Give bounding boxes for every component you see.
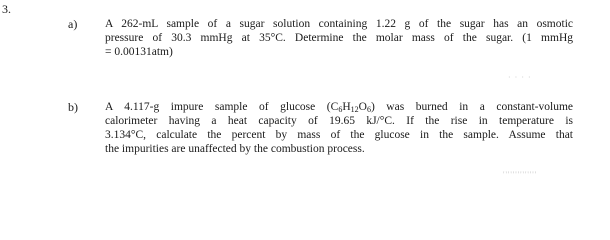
faint-mark-b: '''''''''''''' [503, 170, 538, 179]
part-b-line-3: 3.134°C, calculate the percent by mass of the glucose in the sample. Assume that [105, 129, 573, 141]
part-a-text [105, 17, 573, 59]
part-a-line-1: A 262-mL sample of a sugar solution containing 1.22 g of the sugar has an osmotic [105, 18, 573, 30]
part-b-line-2: calorimeter having a heat capacity of 19.65 kJ/°C. If the rise in temperature is [105, 115, 573, 127]
formula-element-h: H [342, 101, 351, 113]
formula-subscript-c: 6 [338, 105, 343, 114]
formula-element-o: O [358, 101, 367, 113]
part-a-line-2: pressure of 30.3 mmHg at 35°C. Determine the molar mass of the sugar. (1 mmHg [105, 32, 573, 44]
part-a-line-3: = 0.00131atm) [105, 46, 173, 58]
part-b-line-1 [105, 100, 573, 114]
part-b-line-4: the impurities are unaffected by the combustion process. [105, 143, 365, 155]
part-b-label: b) [68, 100, 78, 114]
part-a-label: a) [68, 17, 78, 31]
formula-subscript-h: 12 [350, 105, 359, 114]
faint-mark-a: · · · · [508, 73, 532, 82]
formula-subscript-o: 6 [366, 105, 371, 114]
part-b-line-1-prefix: A 4.117-g impure sample of glucose (C [105, 101, 339, 113]
question-number: 3. [2, 2, 11, 16]
part-b-text [105, 100, 573, 156]
part-b-line-1-suffix: ) was burned in a constant-volume [370, 101, 573, 113]
